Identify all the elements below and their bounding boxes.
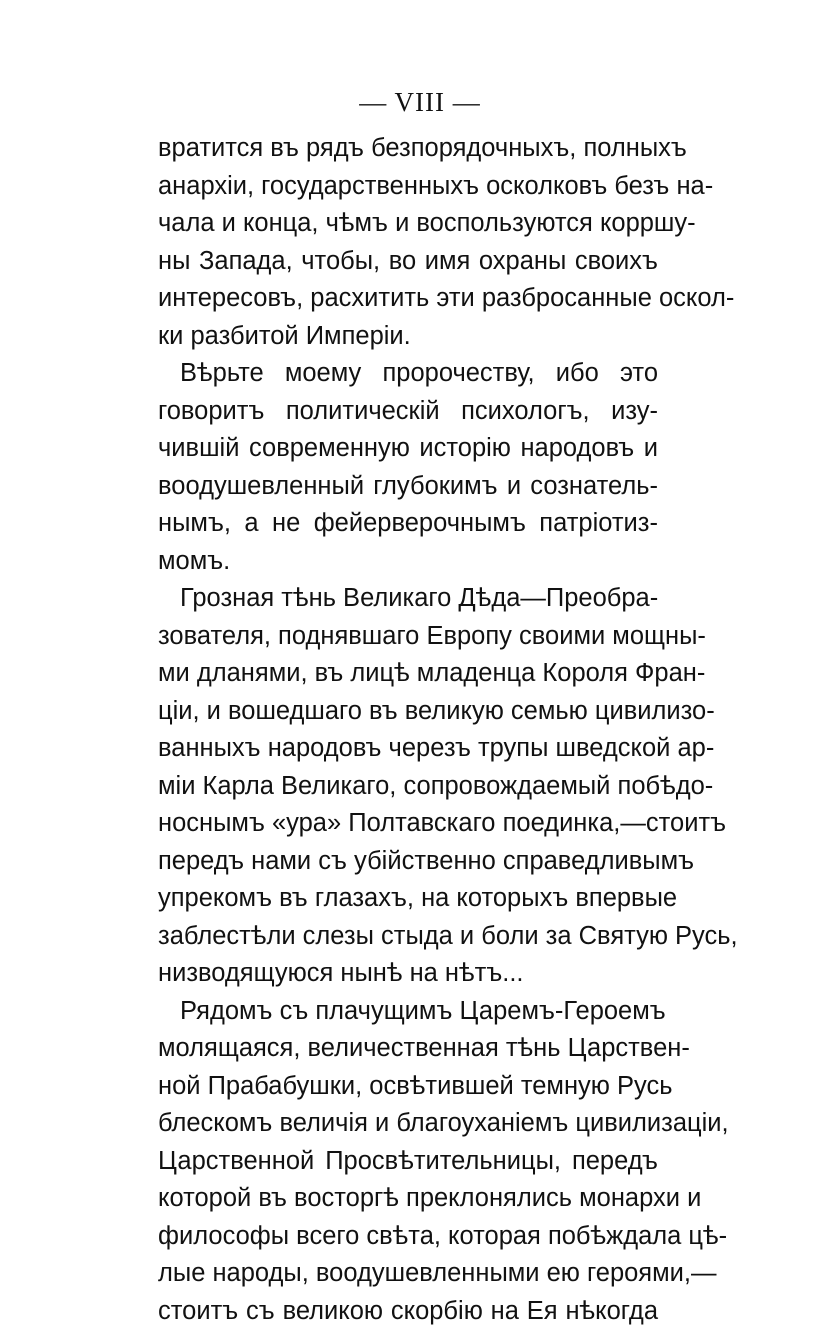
- text-line: ны Запада, чтобы, во имя охраны своихъ: [158, 243, 658, 281]
- text-line: низводящуюся нынѣ на нѣтъ...: [158, 955, 658, 993]
- text-line: стоитъ съ великою скорбію на Ея нѣкогда: [158, 1293, 658, 1330]
- text-line: носнымъ «ура» Полтавскаго поединка,—стоитъ: [158, 805, 658, 843]
- text-line: передъ нами съ убійственно справедливымъ: [158, 843, 658, 881]
- text-line: которой въ восторгѣ преклонялись монархи и: [158, 1180, 658, 1218]
- text-line: анархіи, государственныхъ осколковъ безъ на-: [158, 168, 658, 206]
- text-line: Грозная тѣнь Великаго Дѣда—Преобра-: [158, 580, 658, 618]
- paragraph: [158, 993, 658, 1330]
- text-line: ми дланями, въ лицѣ младенца Короля Фран-: [158, 655, 658, 693]
- text-line: вратится въ рядъ безпорядочныхъ, полныхъ: [158, 130, 658, 168]
- paragraph: [158, 580, 658, 993]
- text-line: чала и конца, чѣмъ и воспользуются корршу-: [158, 205, 658, 243]
- text-line: блескомъ величія и благоуханіемъ цивилизаціи,: [158, 1105, 658, 1143]
- text-line: упрекомъ въ глазахъ, на которыхъ впервые: [158, 880, 658, 918]
- text-line: ціи, и вошедшаго въ великую семью цивилизо-: [158, 693, 658, 731]
- text-line: ной Прабабушки, освѣтившей темную Русь: [158, 1068, 658, 1106]
- text-line: философы всего свѣта, которая побѣждала цѣ-: [158, 1218, 658, 1256]
- text-line: чившій современную исторію народовъ и: [158, 430, 658, 468]
- text-line: нымъ, а не фейерверочнымъ патріотиз-: [158, 505, 658, 543]
- text-line: заблестѣли слезы стыда и боли за Святую Русь,: [158, 918, 658, 956]
- text-line: міи Карла Великаго, сопровождаемый побѣдо-: [158, 768, 658, 806]
- paragraph: [158, 130, 658, 355]
- paragraph: [158, 355, 658, 580]
- text-line: ки разбитой Имперіи.: [158, 318, 658, 356]
- text-line: интересовъ, расхитить эти разбросанные оскол-: [158, 280, 658, 318]
- page-number: — VIII —: [0, 86, 840, 118]
- text-line: говоритъ политическій психологъ, изу-: [158, 393, 658, 431]
- text-line: зователя, поднявшаго Европу своими мощны-: [158, 618, 658, 656]
- text-line: ванныхъ народовъ черезъ трупы шведской ар-: [158, 730, 658, 768]
- text-line: воодушевленный глубокимъ и сознатель-: [158, 468, 658, 506]
- text-line: момъ.: [158, 543, 658, 581]
- body-text: [158, 130, 658, 1330]
- text-line: молящаяся, величественная тѣнь Царствен-: [158, 1030, 658, 1068]
- text-line: Рядомъ съ плачущимъ Царемъ-Героемъ: [158, 993, 658, 1031]
- text-line: Вѣрьте моему пророчеству, ибо это: [158, 355, 658, 393]
- text-line: Царственной Просвѣтительницы, передъ: [158, 1143, 658, 1181]
- text-line: лые народы, воодушевленными ею героями,—: [158, 1255, 658, 1293]
